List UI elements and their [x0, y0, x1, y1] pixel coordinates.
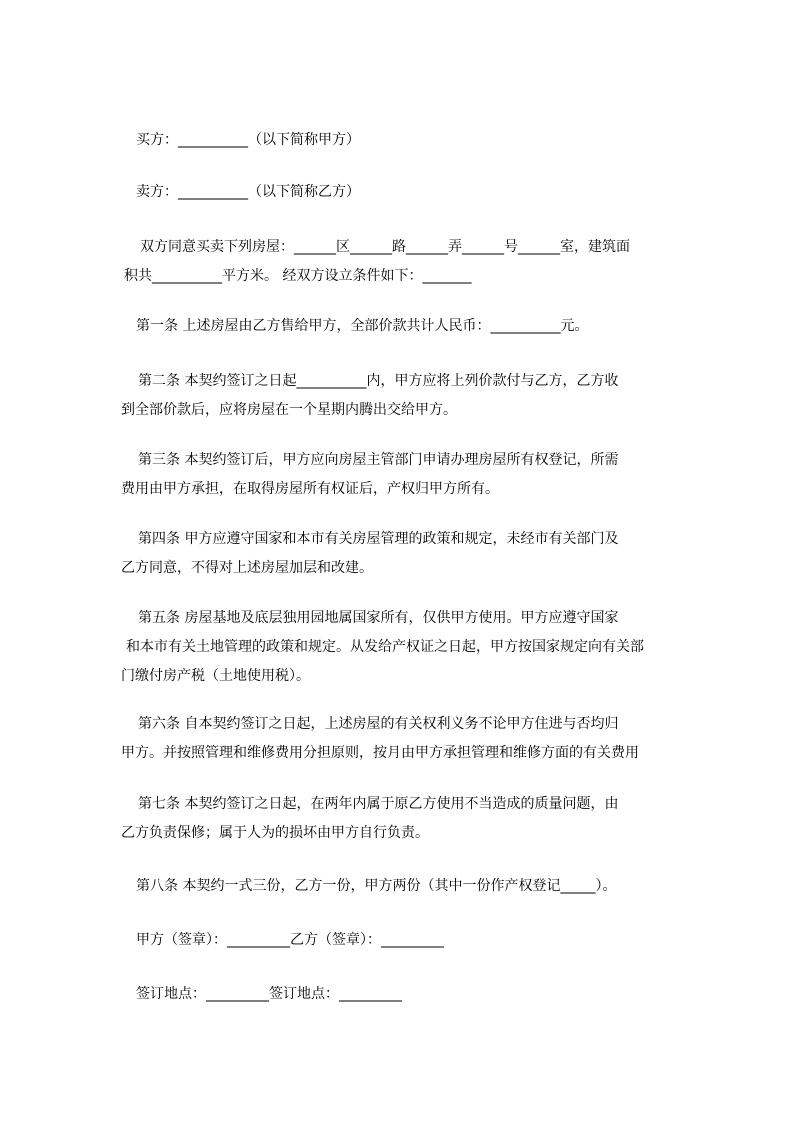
signing-place-text: 签订地点：_________签订地点：_________ [136, 986, 402, 1002]
seller-text: 卖方：__________（以下简称乙方） [136, 184, 360, 200]
article-5-line-2: 和本市有关土地管理的政策和规定。从发给产权证之日起，甲方按国家规定向有关部 [126, 639, 644, 655]
article-1-line-1: 第一条 上述房屋由乙方售给甲方，全部价款共计人民币：__________元。 [136, 318, 589, 334]
article-3-line-2: 费用由甲方承担，在取得房屋所有权证后，产权归甲方所有。 [121, 481, 499, 497]
article-3 [121, 446, 703, 504]
intro-line-1: 双方同意买卖下列房屋：______区______路______弄______号______室，建筑面 [140, 239, 630, 255]
intro-paragraph [124, 233, 705, 291]
signature-text: 甲方（签章）：_________乙方（签章）：_________ [136, 932, 444, 948]
signing-place-line [136, 980, 701, 1009]
article-6-line-1: 第六条 自本契约签订之日起，上述房屋的有关权利义务不论甲方住进与否均归 [138, 716, 619, 732]
article-5-line-1: 第五条 房屋基地及底层独用园地属国家所有，仅供甲方使用。甲方应遵守国家 [138, 610, 619, 626]
article-7-line-1: 第七条 本契约签订之日起，在两年内属于原乙方使用不当造成的质量问题，由 [138, 796, 619, 812]
article-4 [121, 525, 703, 583]
article-2-line-1: 第二条 本契约签订之日起__________内，甲方应将上列价款付与乙方，乙方收 [138, 373, 619, 389]
article-7 [121, 790, 703, 848]
article-4-line-2: 乙方同意，不得对上述房屋加层和改建。 [121, 560, 373, 576]
article-2 [121, 367, 703, 425]
article-4-line-1: 第四条 甲方应遵守国家和本市有关房屋管理的政策和规定，未经市有关部门及 [138, 531, 619, 547]
article-2-line-2: 到全部价款后，应将房屋在一个星期内腾出交给甲方。 [121, 402, 457, 418]
article-5 [121, 604, 703, 691]
signature-line [136, 926, 701, 955]
article-3-line-1: 第三条 本契约签订后，甲方应向房屋主管部门申请办理房屋所有权登记，所需 [138, 452, 619, 468]
article-7-line-2: 乙方负责保修；属于人为的损坏由甲方自行负责。 [121, 825, 429, 841]
article-1 [136, 312, 701, 341]
article-6-line-2: 甲方。并按照管理和维修费用分担原则，按月由甲方承担管理和维修方面的有关费用 [121, 745, 639, 761]
intro-line-2: 积共__________平方米。 经双方设立条件如下：_______ [124, 268, 472, 284]
article-8-line-1: 第八条 本契约一式三份，乙方一份，甲方两份（其中一份作产权登记_____）。 [136, 878, 617, 894]
buyer-text: 买方：__________（以下简称甲方） [136, 132, 360, 148]
article-8 [136, 872, 701, 901]
buyer-line [136, 126, 701, 155]
article-6 [121, 710, 703, 768]
seller-line [136, 178, 701, 207]
article-5-line-3: 门缴付房产税（土地使用税）。 [121, 668, 310, 684]
